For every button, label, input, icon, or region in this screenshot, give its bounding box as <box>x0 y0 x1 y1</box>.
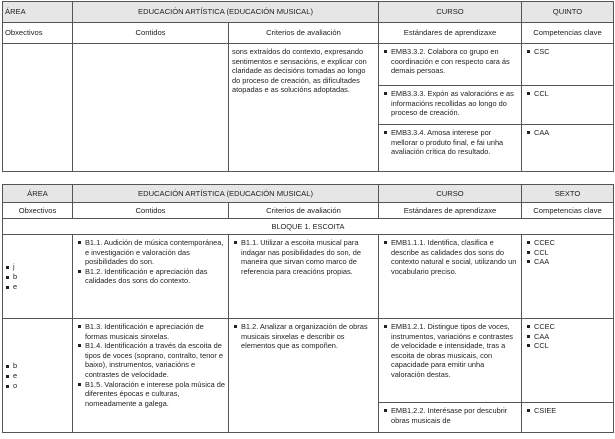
obxectivos-cell <box>3 319 73 433</box>
table-sexto <box>2 184 614 433</box>
criterio-item: B1.1. Utilizar a escoita musical para indagar nas posibilidades do son, de maneira que sirvan como marco de referencia para creacións propias. <box>241 238 375 276</box>
standard-item: EMB3.3.2. Colabora co grupo en coordinación e con respecto cara ás demais persoas. <box>391 47 518 76</box>
standard-cell <box>379 125 522 172</box>
col-contidos: Contidos <box>73 203 229 219</box>
standard-item: EMB3.3.3. Expón as valoracións e as informacións recollidas ao longo do proceso de creación. <box>391 89 518 118</box>
col-criterios: Criterios de avaliación <box>229 203 379 219</box>
standard-cell <box>379 319 522 403</box>
contido-item: B1.1. Audición de música contemporánea, e investigación e valoración das posibilidades do son. <box>85 238 224 267</box>
standard-cell <box>379 403 522 433</box>
contido-item: B1.4. Identificación a través da escoita de tipos de voces (soprano, contralto, tenor e baixo), instrumentos, variacións e contrastes de velocidade. <box>85 341 224 379</box>
standard-item: EMB1.2.2. Interésase por descubrir obras musicais de <box>391 406 518 425</box>
curso-label: CURSO <box>379 2 522 23</box>
col-estandares: Estándares de aprendizaxe <box>379 203 522 219</box>
criterio-cell <box>229 235 379 319</box>
competencia-item: CCL <box>534 89 610 99</box>
standard-cell <box>379 235 522 319</box>
table-quinto <box>2 1 614 172</box>
col-criterios: Criterios de avaliación <box>229 23 379 44</box>
competencia-cell <box>522 44 614 86</box>
contidos-cell <box>73 319 229 433</box>
competencia-cell <box>522 319 614 403</box>
obxectivo-item: j <box>13 262 72 272</box>
col-obxectivos: Obxectivos <box>3 203 73 219</box>
obxectivo-item: e <box>13 282 72 292</box>
curso-label: CURSO <box>379 185 522 203</box>
criterio-cell <box>229 319 379 433</box>
obxectivo-item: e <box>13 371 72 381</box>
obxectivos-cell <box>3 235 73 319</box>
standard-cell <box>379 86 522 125</box>
competencia-cell <box>522 86 614 125</box>
competencia-item: CSIEE <box>534 406 610 416</box>
contidos-cell <box>73 44 229 172</box>
obxectivo-item: b <box>13 361 72 371</box>
course-name: QUINTO <box>522 2 614 23</box>
area-label: ÁREA <box>3 185 73 203</box>
subject-title: EDUCACIÓN ARTÍSTICA (EDUCACIÓN MUSICAL) <box>73 2 379 23</box>
competencia-item: CSC <box>534 47 610 57</box>
competencia-cell <box>522 125 614 172</box>
competencia-item: CAA <box>534 257 610 267</box>
standard-item: EMB1.1.1. Identifica, clasifica e describe as calidades dos sons do contexto natural e social, utilizando un vocabulario preciso. <box>391 238 517 276</box>
competencia-cell <box>522 235 614 319</box>
bloque-title: BLOQUE 1. ESCOITA <box>3 219 614 235</box>
col-obxectivos: Obxectivos <box>3 23 73 44</box>
competencia-item: CAA <box>534 128 610 138</box>
competencia-cell <box>522 403 614 433</box>
competencia-item: CAA <box>534 332 610 342</box>
obxectivo-item: o <box>13 381 72 391</box>
contido-item: B1.5. Valoración e interese pola música de diferentes épocas e culturas, nomeadamente a galega. <box>85 379 225 408</box>
contidos-cell <box>73 235 229 319</box>
obxectivos-cell <box>3 44 73 172</box>
obxectivo-item: b <box>13 272 72 282</box>
criterio-item: B1.2. Analizar a organización de obras musicais sinxelas e describir os elementos que as compoñen. <box>241 322 375 351</box>
col-competencias: Competencias clave <box>522 23 614 44</box>
contido-item: B1.2. Identificación e apreciación das calidades dos sons do contexto. <box>85 267 225 286</box>
contido-item: B1.3. Identificación e apreciación de formas musicais sinxelas. <box>85 322 225 341</box>
standard-item: EMB3.3.4. Amosa interese por mellorar o produto final, e fai unha avaliación crítica do resultado. <box>391 128 518 157</box>
col-estandares: Estándares de aprendizaxe <box>379 23 522 44</box>
col-contidos: Contidos <box>73 23 229 44</box>
subject-title: EDUCACIÓN ARTÍSTICA (EDUCACIÓN MUSICAL) <box>73 185 379 203</box>
course-name: SEXTO <box>522 185 614 203</box>
competencia-item: CCL <box>534 341 610 351</box>
competencia-item: CCL <box>534 248 610 258</box>
criterio-cell: sons extraídos do contexto, expresando sentimentos e sensacións, e explicar con claridade as decisións tomadas ao longo do proceso de creación, as dificultades atopadas e as solucións adoptadas. <box>229 44 379 172</box>
competencia-item: CCEC <box>534 238 610 248</box>
standard-item: EMB1.2.1. Distingue tipos de voces, instrumentos, variacións e contrastes de velocidade e intensidade, tras a escoita de obras musicais, con capacidade para emitir unha valoración destas. <box>391 322 518 380</box>
standard-cell <box>379 44 522 86</box>
area-label: ÁREA <box>3 2 73 23</box>
col-competencias: Competencias clave <box>522 203 614 219</box>
competencia-item: CCEC <box>534 322 610 332</box>
